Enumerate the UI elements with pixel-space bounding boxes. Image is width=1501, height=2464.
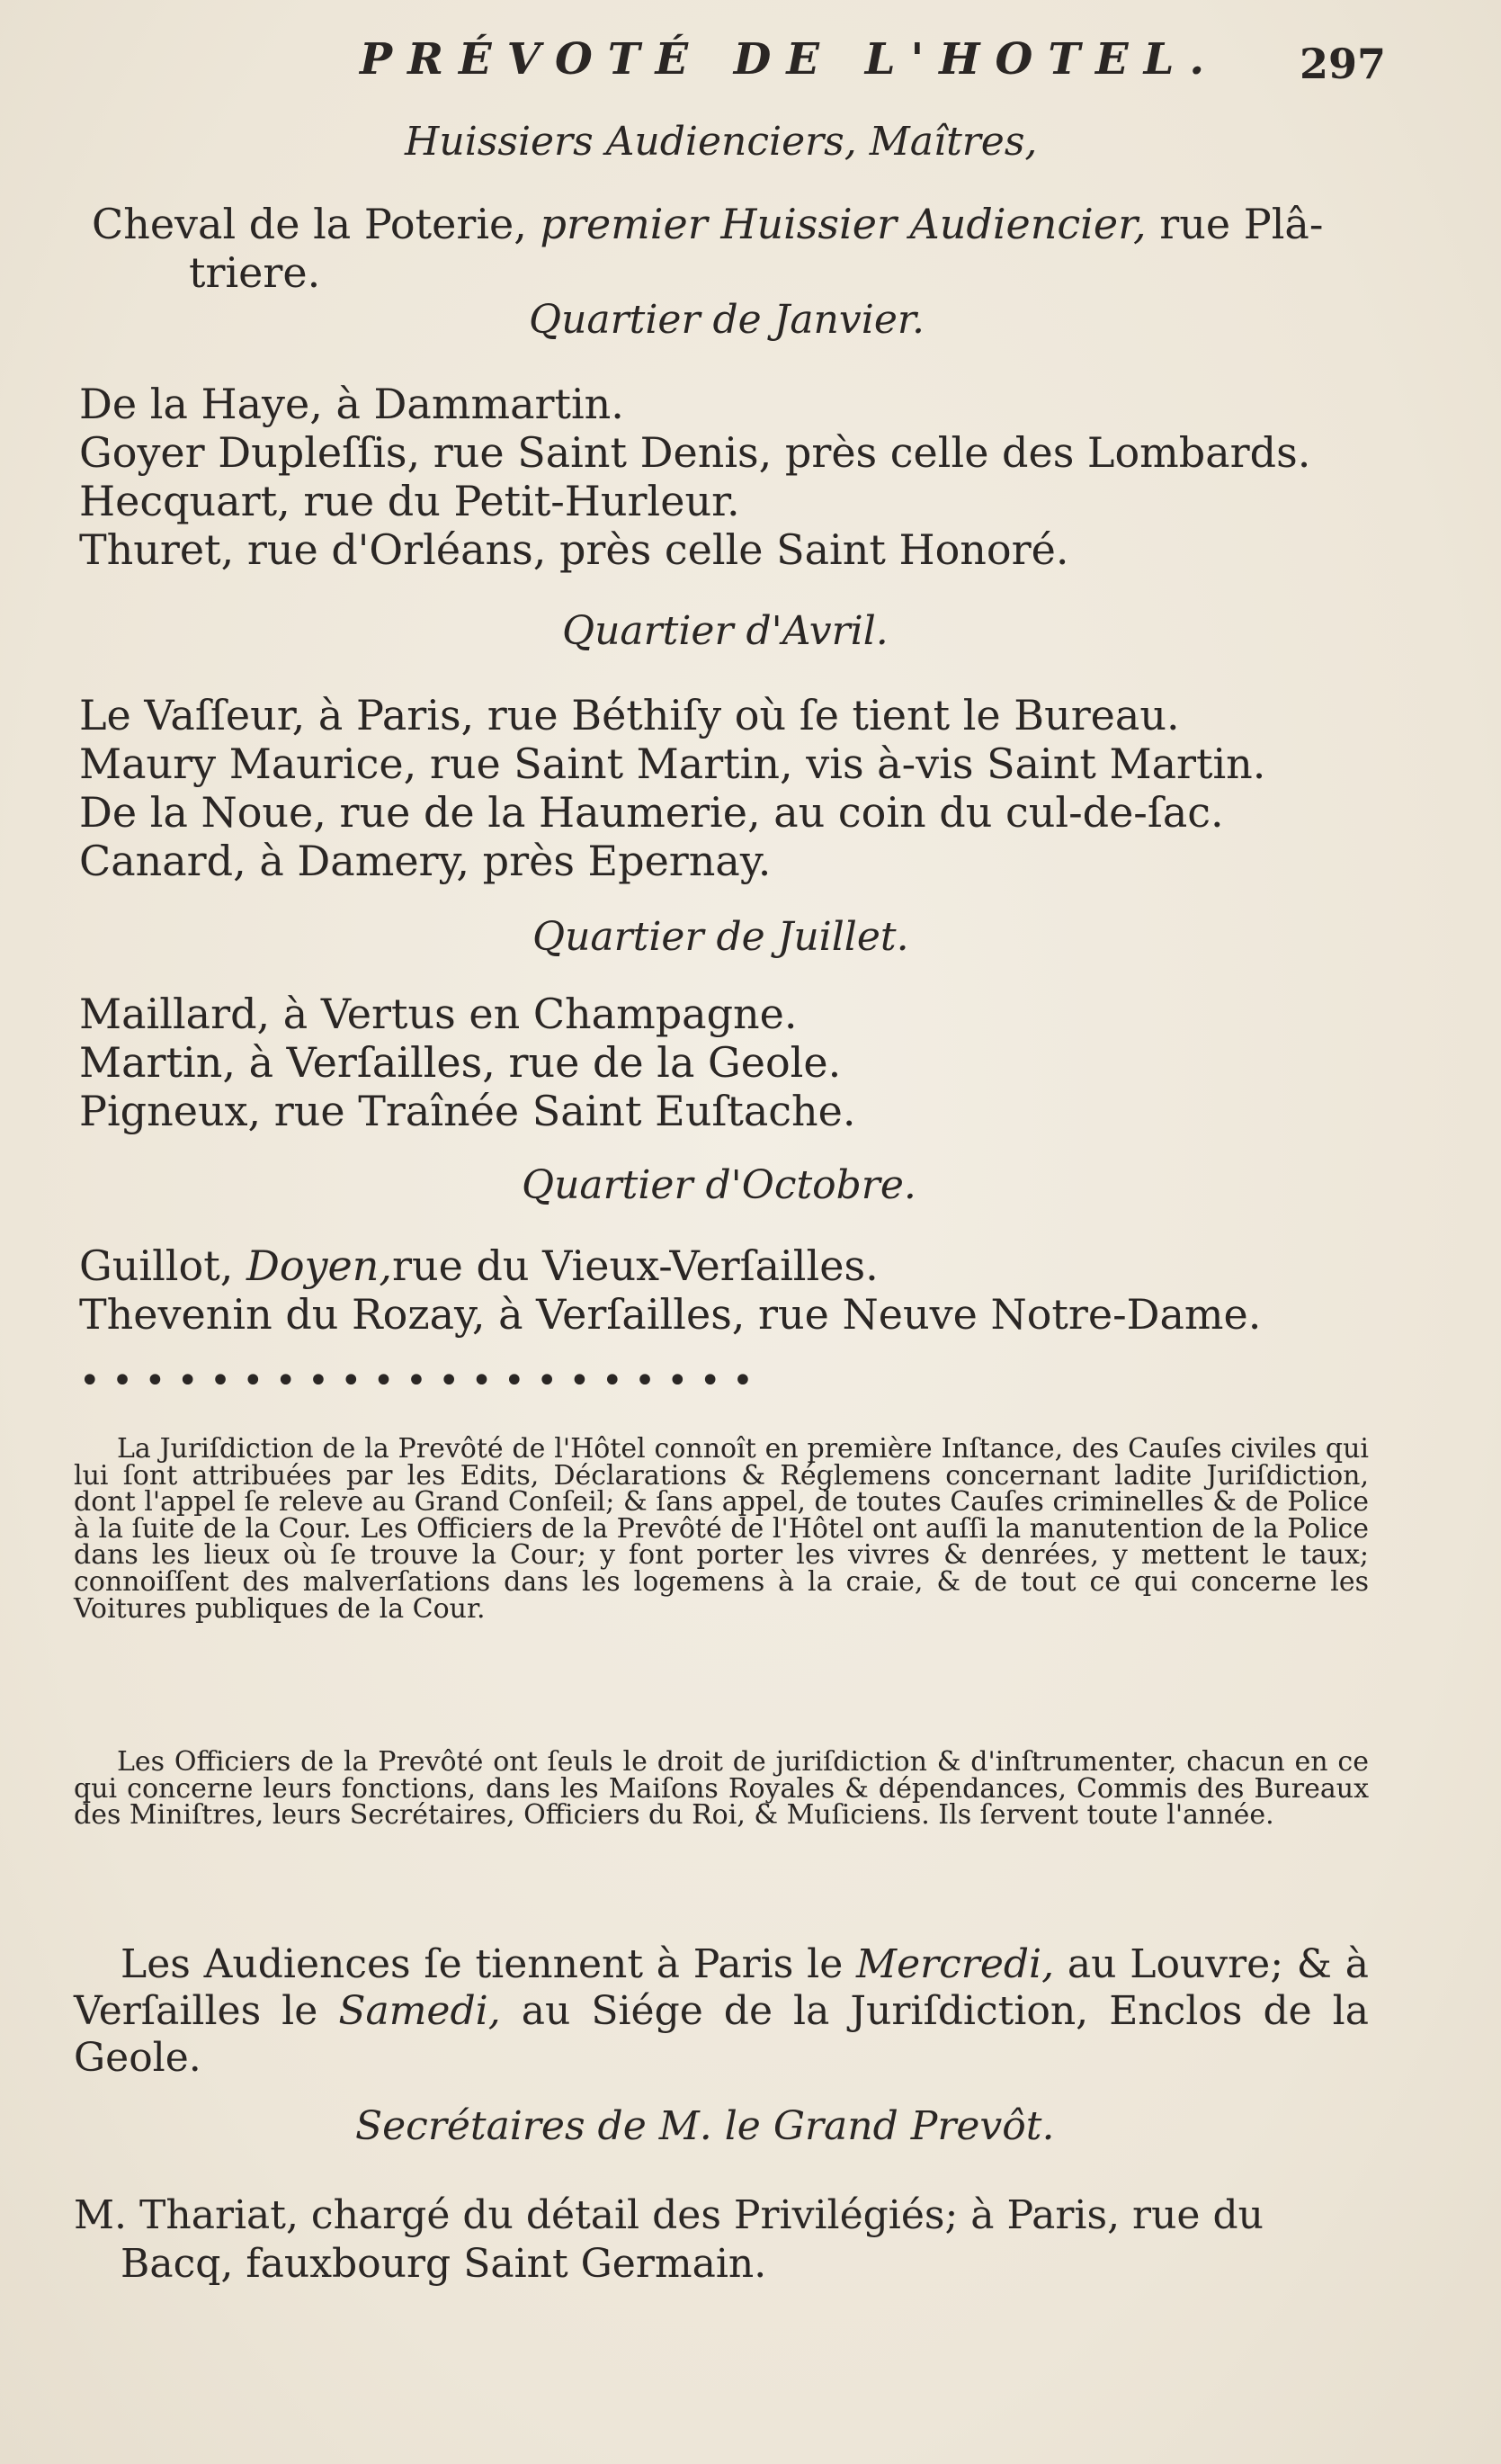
paragraph-jurisdiction: La Juriſdiction de la Prevôté de l'Hôtel connoît en première Inſtance, des Cauſes civiles qui lui ſont attribuées par les Edits, Déclarations & Réglemens concernant ladite Juriſdiction, dont l'appel ſe releve au Grand Conſeil; & ſans appel, de toutes Cauſes criminelles & de Police à la ſuite de la Cour. Les Officiers de la Prevôté de l'Hôtel ont auſſi la manutention de la Police dans les lieux où ſe trouve la Cour; y font porter les vivres & denrées, y mettent le taux; connoiſſent des malverſations dans les logemens à la craie, & de tout ce qui concerne les Voitures publiques de la Cour. xyxy=(74,1433,1369,1625)
premier-name: Cheval de la Poterie, xyxy=(92,200,527,248)
running-header: PRÉVOTÉ DE L'HOTEL. xyxy=(360,34,1220,85)
secretaires-entry xyxy=(74,2191,1369,2289)
section-heading-juillet: Quartier de Juillet. xyxy=(532,914,909,960)
paragraph-audiences xyxy=(74,1941,1369,2082)
section-heading-huissiers: Huissiers Audienciers, Maîtres, xyxy=(405,119,1038,165)
secretaires-entry-line-2: Bacq, fauxbourg Saint Germain. xyxy=(121,2241,767,2287)
premier-address-1: rue Plâ- xyxy=(1159,200,1324,248)
janvier-entry: De la Haye, à Dammartin. xyxy=(79,380,624,428)
premier-huissier-line xyxy=(92,200,1323,248)
section-heading-octobre: Quartier d'Octobre. xyxy=(522,1162,916,1208)
avril-entry: Maury Maurice, rue Saint Martin, vis à-vis Saint Martin. xyxy=(79,739,1266,788)
section-heading-secretaires: Secrétaires de M. le Grand Prevôt. xyxy=(355,2103,1055,2149)
paragraph-officiers: Les Officiers de la Prevôté ont ſeuls le droit de juriſdiction & d'inſtrumenter, chacun en ce qui concerne leurs fonctions, dans les Maiſons Royales & dépendances, Commis des Bureaux des Miniſtres, leurs Secrétaires, Officiers du Roi, & Muſiciens. Ils ſervent toute l'année. xyxy=(74,1746,1369,1832)
page-number: 297 xyxy=(1300,40,1387,88)
section-heading-avril: Quartier d'Avril. xyxy=(562,608,889,654)
avril-entry: Canard, à Damery, près Epernay. xyxy=(79,837,772,885)
juillet-entry: Maillard, à Vertus en Champagne. xyxy=(79,990,798,1038)
octobre-entry-address: rue du Vieux-Verſailles. xyxy=(391,1241,879,1290)
audiences-text-1: Les Audiences ſe tiennent à Paris le xyxy=(121,1941,844,1987)
juillet-entry: Martin, à Verſailles, rue de la Geole. xyxy=(79,1038,842,1087)
dotted-divider: • • • • • • • • • • • • • • • • • • • • • xyxy=(79,1360,754,1402)
octobre-entry xyxy=(79,1241,879,1290)
janvier-entry: Goyer Dupleſſis, rue Saint Denis, près celle des Lombards. xyxy=(79,428,1311,477)
octobre-entry-name: Guillot, xyxy=(79,1241,234,1290)
section-heading-janvier: Quartier de Janvier. xyxy=(529,297,925,343)
audiences-day-1: Mercredi, xyxy=(856,1941,1055,1987)
audiences-day-2: Samedi, xyxy=(338,1988,501,2034)
janvier-entry: Thuret, rue d'Orléans, près celle Saint Honoré. xyxy=(79,525,1069,574)
audiences-text-3: au Siége de la Juriſdiction, Enclos de la Geole. xyxy=(74,1988,1369,2081)
premier-title: premier Huissier Audiencier, xyxy=(540,200,1147,248)
premier-address-2: triere. xyxy=(189,248,321,297)
avril-entry: Le Vaſſeur, à Paris, rue Béthiſy où ſe tient le Bureau. xyxy=(79,691,1180,739)
octobre-entry-role: Doyen, xyxy=(246,1241,392,1290)
audiences-text-2: au Louvre; & à Verſailles le xyxy=(74,1941,1369,2034)
secretaires-entry-line-1: M. Thariat, chargé du détail des Privilégiés; à Paris, rue du xyxy=(74,2192,1264,2238)
avril-entry: De la Noue, rue de la Haumerie, au coin du cul-de-ſac. xyxy=(79,788,1224,837)
octobre-entry: Thevenin du Rozay, à Verſailles, rue Neuve Notre-Dame. xyxy=(79,1290,1262,1339)
juillet-entry: Pigneux, rue Traînée Saint Euſtache. xyxy=(79,1087,856,1135)
janvier-entry: Hecquart, rue du Petit-Hurleur. xyxy=(79,477,740,525)
